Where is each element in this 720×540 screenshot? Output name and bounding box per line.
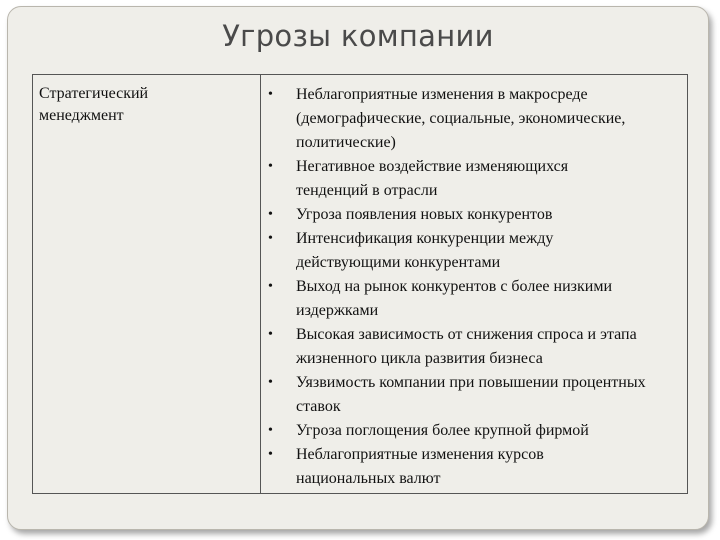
list-item — [261, 155, 616, 203]
slide-title: Угрозы компании — [222, 19, 494, 53]
threat-text: Высокая зависимость от снижения спроса и этапа жизненного цикла развития бизнеса — [296, 326, 637, 367]
list-item — [261, 227, 626, 275]
list-item — [261, 83, 636, 155]
threat-text: Неблагоприятные изменения в макросреде (демографические, социальные, экономические, политические) — [296, 86, 626, 151]
bullet-icon: • — [268, 231, 273, 246]
slide — [7, 6, 709, 530]
threat-text: Выход на рынок конкурентов с более низкими издержками — [296, 278, 612, 319]
category-cell — [33, 75, 261, 494]
threat-text: Угроза поглощения более крупной фирмой — [296, 422, 589, 439]
threat-text: Уязвимость компании при повышении процентных ставок — [296, 374, 646, 415]
bullet-icon: • — [268, 279, 273, 294]
list-item — [261, 203, 677, 227]
threat-text: Негативное воздействие изменяющихся тенденций в отрасли — [296, 158, 569, 199]
list-item — [261, 371, 646, 419]
bullet-icon: • — [268, 87, 273, 102]
threats-table — [32, 74, 688, 494]
threat-text: Интенсификация конкуренции между действующими конкурентами — [296, 230, 554, 271]
threats-cell — [261, 75, 688, 494]
table-row — [33, 75, 688, 494]
bullet-icon: • — [268, 423, 273, 438]
threat-text: Угроза появления новых конкурентов — [296, 206, 553, 223]
threats-list — [261, 83, 677, 491]
list-item — [261, 419, 677, 443]
category-label: Стратегический менеджмент — [39, 85, 149, 124]
list-item — [261, 443, 616, 491]
list-item — [261, 275, 626, 323]
bullet-icon: • — [268, 207, 273, 222]
bullet-icon: • — [268, 327, 273, 342]
bullet-icon: • — [268, 375, 273, 390]
list-item — [261, 323, 686, 371]
threat-text: Неблагоприятные изменения курсов национальных валют — [296, 446, 544, 487]
bullet-icon: • — [268, 447, 273, 462]
bullet-icon: • — [268, 159, 273, 174]
